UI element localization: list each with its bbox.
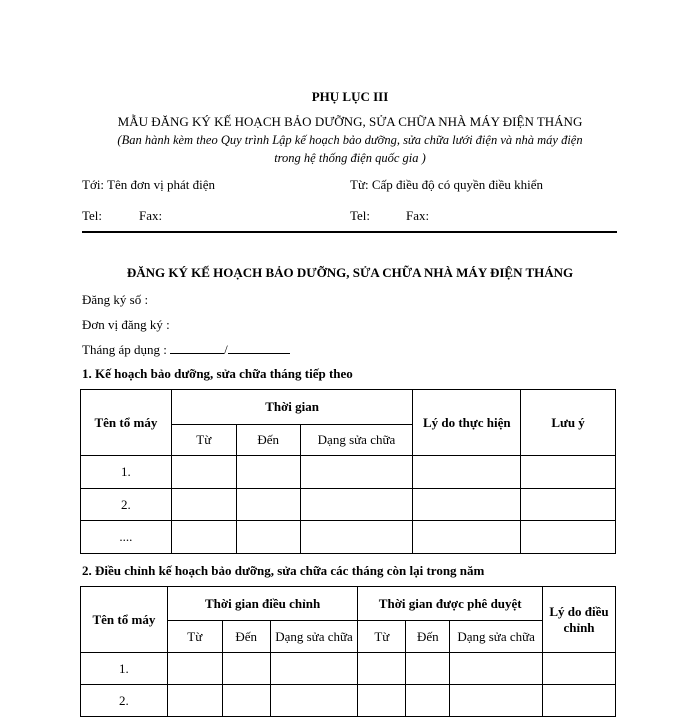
table-row [81,653,616,685]
cell[interactable] [413,456,521,489]
subtitle-line2: trong hệ thống điện quốc gia ) [274,151,426,165]
tel-left: Tel: [82,208,103,223]
cell[interactable] [300,456,413,489]
row-number: 1. [81,653,168,685]
section1-table [80,389,616,554]
cell[interactable] [270,685,358,717]
cell[interactable] [413,521,521,554]
document-title: MẪU ĐĂNG KÝ KẾ HOẠCH BẢO DƯỠNG, SỬA CHỮA NHÀ MÁY ĐIỆN THÁNG [117,114,583,129]
cell[interactable] [406,653,450,685]
header-to: Đến [236,425,300,456]
cell[interactable] [236,489,300,521]
header-unit-name: Tên tổ máy [81,390,172,456]
section2-title: 2. Điều chỉnh kế hoạch bảo dưỡng, sửa chữa các tháng còn lại trong năm [82,563,485,578]
registering-unit-label: Đơn vị đăng ký : [82,317,170,332]
subtitle-line1: (Ban hành kèm theo Quy trình Lập kế hoạch bảo dưỡng, sửa chữa lưới điện và nhà máy điện [117,133,583,147]
form-heading: ĐĂNG KÝ KẾ HOẠCH BẢO DƯỠNG, SỬA CHỮA NHÀ MÁY ĐIỆN THÁNG [126,265,574,280]
month-blank[interactable] [170,342,224,354]
year-blank[interactable] [228,342,290,354]
cell[interactable] [543,685,616,717]
fax-left: Fax: [139,208,163,223]
from-field: Từ: Cấp điều độ có quyền điều khiển [350,177,543,192]
table-row [81,456,616,489]
cell[interactable] [521,489,616,521]
cell[interactable] [358,685,406,717]
cell[interactable] [236,521,300,554]
header-unit-name: Tên tổ máy [81,587,168,653]
cell[interactable] [300,521,413,554]
table-row [81,489,616,521]
row-number: 2. [81,489,172,521]
applicable-month-row [82,342,290,358]
cell[interactable] [450,653,543,685]
cell[interactable] [167,685,222,717]
cell[interactable] [222,685,270,717]
header-repair-type: Dạng sửa chữa [300,425,413,456]
fax-right: Fax: [406,208,430,223]
to-field: Tới: Tên đơn vị phát điện [82,177,216,192]
header-adjusted-repair-type: Dạng sửa chữa [270,621,358,653]
separator-rule [82,231,617,233]
cell[interactable] [521,521,616,554]
cell[interactable] [358,653,406,685]
cell[interactable] [521,456,616,489]
month-separator: / [224,342,228,357]
header-adjusted-from: Từ [167,621,222,653]
cell[interactable] [222,653,270,685]
table-row [81,521,616,554]
cell[interactable] [167,653,222,685]
header-approved-from: Từ [358,621,406,653]
header-approved-time: Thời gian được phê duyệt [358,587,543,621]
cell[interactable] [300,489,413,521]
registration-number-label: Đăng ký số : [82,292,149,307]
header-approved-repair-type: Dạng sửa chữa [450,621,543,653]
table-row [81,685,616,717]
cell[interactable] [171,489,236,521]
header-time: Thời gian [171,390,413,425]
cell[interactable] [236,456,300,489]
header-adjust-reason: Lý do điều chỉnh [543,587,616,653]
header-from: Từ [171,425,236,456]
cell[interactable] [406,685,450,717]
section1-title: 1. Kế hoạch bảo dưỡng, sửa chữa tháng tiếp theo [82,366,353,381]
cell[interactable] [171,521,236,554]
cell[interactable] [450,685,543,717]
appendix-label: PHỤ LỤC III [311,89,389,104]
header-reason: Lý do thực hiện [413,390,521,456]
header-approved-to: Đến [406,621,450,653]
header-adjusted-to: Đến [222,621,270,653]
applicable-month-label: Tháng áp dụng : [82,342,167,357]
row-number: .... [81,521,172,554]
row-number: 2. [81,685,168,717]
header-note: Lưu ý [521,390,616,456]
cell[interactable] [270,653,358,685]
cell[interactable] [413,489,521,521]
row-number: 1. [81,456,172,489]
cell[interactable] [171,456,236,489]
cell[interactable] [543,653,616,685]
section2-table [80,586,616,717]
header-adjusted-time: Thời gian điều chỉnh [167,587,358,621]
tel-right: Tel: [350,208,371,223]
